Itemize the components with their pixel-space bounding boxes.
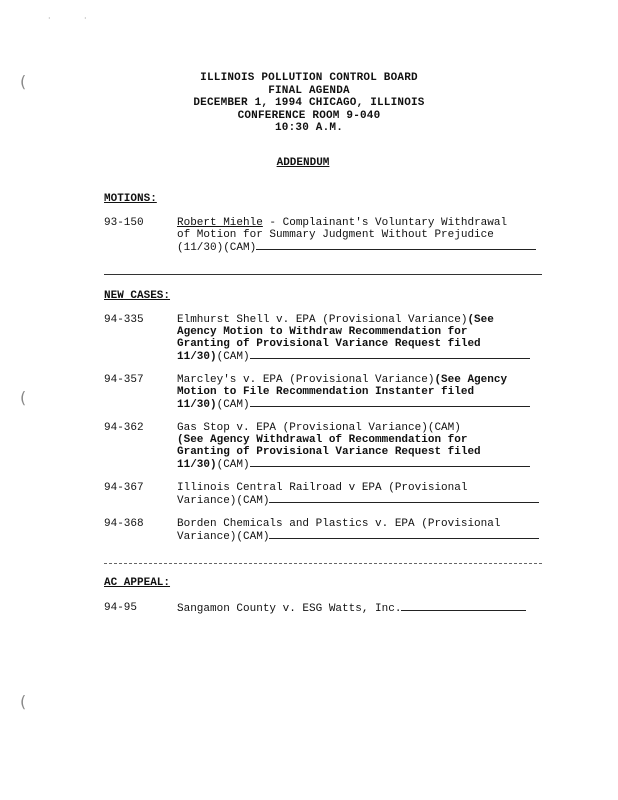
case-description <box>177 314 547 363</box>
case-number: 94-357 <box>104 374 144 386</box>
description-text: Marcley's v. EPA (Provisional Variance) <box>177 374 435 386</box>
scan-speck: · <box>84 14 87 23</box>
header-date-location: DECEMBER 1, 1994 CHICAGO, ILLINOIS <box>193 97 425 109</box>
case-description <box>177 374 547 411</box>
agenda-header <box>0 72 618 135</box>
case-description <box>177 518 547 543</box>
case-description <box>177 217 547 254</box>
header-board-name: ILLINOIS POLLUTION CONTROL BOARD <box>200 72 418 84</box>
case-description <box>177 482 547 507</box>
description-bold-text: Motion to File Recommendation Instanter filed <box>177 386 475 398</box>
description-text: Illinois Central Railroad v EPA (Provisional <box>177 482 468 494</box>
section-title-new-cases: NEW CASES: <box>104 290 171 302</box>
description-text: Gas Stop v. EPA (Provisional Variance)(CAM) <box>177 422 461 434</box>
case-number: 93-150 <box>104 217 144 229</box>
description-text: (CAM) <box>216 399 250 411</box>
description-text: Borden Chemicals and Plastics v. EPA (Provisional <box>177 518 501 530</box>
case-description <box>177 602 547 615</box>
scan-speck: · <box>48 14 51 23</box>
section-title-ac-appeal: AC APPEAL: <box>104 577 171 589</box>
fill-line <box>269 530 539 539</box>
party-name: Robert Miehle <box>177 217 263 229</box>
fill-line <box>401 602 526 611</box>
case-number: 94-367 <box>104 482 144 494</box>
fill-line <box>256 241 536 250</box>
scan-mark: ( <box>20 388 27 407</box>
case-number: 94-95 <box>104 602 138 614</box>
description-text: Elmhurst Shell v. EPA (Provisional Variance) <box>177 314 468 326</box>
case-number: 94-362 <box>104 422 144 434</box>
description-bold-text: Granting of Provisional Variance Request filed <box>177 446 481 458</box>
description-bold-text: 11/30) <box>177 459 217 471</box>
addendum-heading: ADDENDUM <box>276 157 330 169</box>
description-text: (11/30)(CAM) <box>177 242 257 254</box>
description-bold-text: Granting of Provisional Variance Request filed <box>177 338 481 350</box>
description-bold-text: (See Agency Withdrawal of Recommendation for <box>177 434 468 446</box>
case-number: 94-368 <box>104 518 144 530</box>
fill-line <box>250 398 530 407</box>
section-divider <box>104 274 542 275</box>
header-agenda-type: FINAL AGENDA <box>268 84 350 97</box>
description-bold-text: (See <box>467 314 494 326</box>
scan-mark: ( <box>20 692 27 711</box>
description-text: of Motion for Summary Judgment Without Prejudice <box>177 229 494 241</box>
description-bold-text: 11/30) <box>177 399 217 411</box>
scan-mark: ( <box>20 72 27 91</box>
fill-line <box>250 350 530 359</box>
case-description <box>177 422 547 471</box>
description-text: Sangamon County v. ESG Watts, Inc. <box>177 603 402 615</box>
description-text: (CAM) <box>216 459 250 471</box>
fill-line <box>269 494 539 503</box>
description-bold-text: Agency Motion to Withdraw Recommendation for <box>177 326 468 338</box>
description-text: - Complainant's Voluntary Withdrawal <box>262 217 508 229</box>
description-bold-text: 11/30) <box>177 351 217 363</box>
section-title-motions: MOTIONS: <box>104 193 157 205</box>
header-room: CONFERENCE ROOM 9-040 <box>237 109 381 122</box>
header-time: 10:30 A.M. <box>274 122 343 134</box>
description-text: Variance)(CAM) <box>177 495 270 507</box>
description-bold-text: (See Agency <box>434 374 508 386</box>
description-text: (CAM) <box>216 351 250 363</box>
fill-line <box>250 458 530 467</box>
description-text: Variance)(CAM) <box>177 531 270 543</box>
case-number: 94-335 <box>104 314 144 326</box>
section-divider <box>104 563 542 564</box>
